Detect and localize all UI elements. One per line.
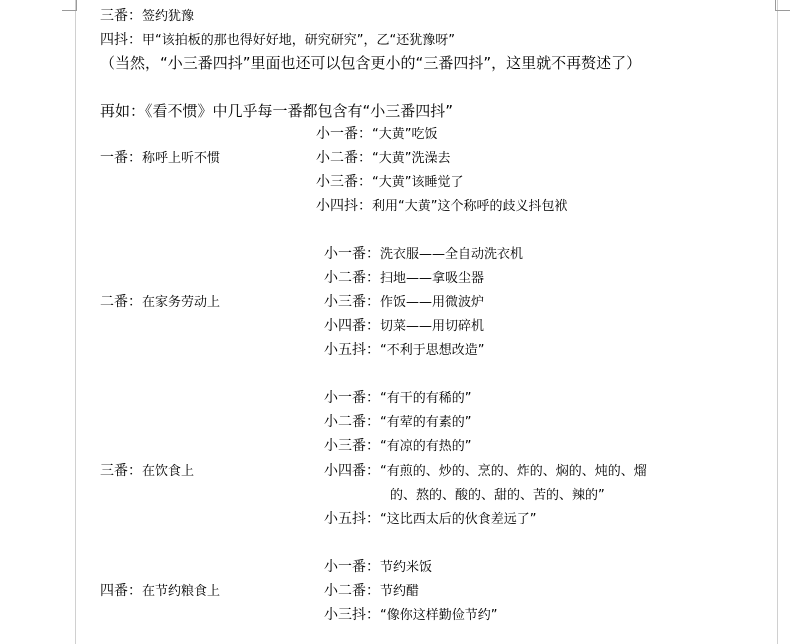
section-label-text: 称呼上听不惯 — [142, 151, 221, 166]
item-text: “有荤的有素的” — [380, 415, 472, 430]
item-head: 小五抖： — [324, 511, 380, 527]
list-item — [316, 172, 463, 192]
section-label — [100, 292, 220, 312]
list-item — [324, 268, 484, 288]
list-item — [316, 148, 450, 168]
list-item — [324, 557, 432, 577]
item-text: “大黄”该睡觉了 — [372, 175, 464, 190]
margin-guide-left — [75, 0, 76, 644]
section-label-text: 在家务劳动上 — [142, 295, 221, 310]
margin-guide-right — [777, 0, 778, 644]
item-text: 扫地——拿吸尘器 — [380, 271, 485, 286]
item-head: 小三番： — [324, 438, 380, 454]
line-text: 签约犹豫 — [142, 9, 195, 24]
item-text: 的、熬的、酸的、甜的、苦的、辣的” — [390, 488, 605, 503]
list-item — [324, 388, 471, 408]
list-item-continuation — [390, 485, 605, 505]
list-item — [324, 340, 484, 360]
crop-mark-right — [775, 0, 790, 11]
item-head: 小三番： — [324, 294, 380, 310]
item-head: 小三抖： — [324, 607, 380, 623]
line-sanfan — [100, 5, 194, 25]
item-head: 小二番： — [324, 414, 380, 430]
item-text: “有煎的、炒的、烹的、炸的、焖的、炖的、熘 — [380, 464, 647, 479]
section-label-head: 一番： — [100, 150, 142, 166]
line-sidou — [100, 29, 455, 49]
item-text: 节约醋 — [380, 584, 420, 599]
section-label-head: 四番： — [100, 583, 142, 599]
item-text: “有干的有稀的” — [380, 391, 472, 406]
list-item — [324, 412, 471, 432]
item-head: 小一番： — [324, 559, 380, 575]
section-label-head: 二番： — [100, 294, 142, 310]
item-text: 节约米饭 — [380, 560, 433, 575]
section-label-head: 三番： — [100, 463, 142, 479]
item-text: 洗衣服——全自动洗衣机 — [380, 247, 524, 262]
list-item — [324, 461, 647, 481]
item-text: “这比西太后的伙食差远了” — [380, 512, 537, 527]
item-head: 小一番： — [324, 246, 380, 262]
item-head: 小三番： — [316, 174, 372, 190]
item-text: “有凉的有热的” — [380, 439, 472, 454]
item-head: 小二番： — [324, 583, 380, 599]
line-note — [100, 53, 641, 73]
item-text: “大黄”洗澡去 — [372, 151, 451, 166]
line-example — [100, 101, 453, 121]
item-head: 小四番： — [324, 463, 380, 479]
list-item — [324, 292, 484, 312]
section-label — [100, 461, 194, 481]
item-text: “大黄”吃饭 — [372, 127, 438, 142]
item-head: 小四抖： — [316, 198, 372, 214]
line-head: 三番： — [100, 8, 142, 24]
list-item — [324, 436, 471, 456]
item-text: 切菜——用切碎机 — [380, 319, 485, 334]
section-label-text: 在饮食上 — [142, 464, 195, 479]
item-text: 作饭——用微波炉 — [380, 295, 485, 310]
crop-mark-left — [62, 0, 77, 11]
list-item — [324, 605, 497, 625]
list-item — [316, 196, 567, 216]
item-text: “不利于思想改造” — [380, 343, 485, 358]
list-item — [316, 124, 437, 144]
item-head: 小一番： — [324, 390, 380, 406]
line-text: 再如：《看不惯》中几乎每一番都包含有“小三番四抖” — [100, 102, 454, 120]
item-head: 小二番： — [324, 270, 380, 286]
section-label — [100, 148, 220, 168]
list-item — [324, 509, 536, 529]
item-head: 小二番： — [316, 150, 372, 166]
line-head: 四抖： — [100, 32, 142, 48]
section-label — [100, 581, 220, 601]
section-label-text: 在节约粮食上 — [142, 584, 221, 599]
list-item — [324, 244, 523, 264]
line-text: （当然，“小三番四抖”里面也还可以包含更小的“三番四抖”，这里就不再赘述了） — [100, 54, 642, 72]
item-head: 小五抖： — [324, 342, 380, 358]
line-text: 甲“该拍板的那也得好好地，研究研究”，乙“还犹豫呀” — [142, 33, 455, 48]
list-item — [324, 581, 419, 601]
item-text: 利用“大黄”这个称呼的歧义抖包袱 — [372, 199, 568, 214]
item-head: 小四番： — [324, 318, 380, 334]
item-text: “像你这样勤俭节约” — [380, 608, 498, 623]
item-head: 小一番： — [316, 126, 372, 142]
list-item — [324, 316, 484, 336]
